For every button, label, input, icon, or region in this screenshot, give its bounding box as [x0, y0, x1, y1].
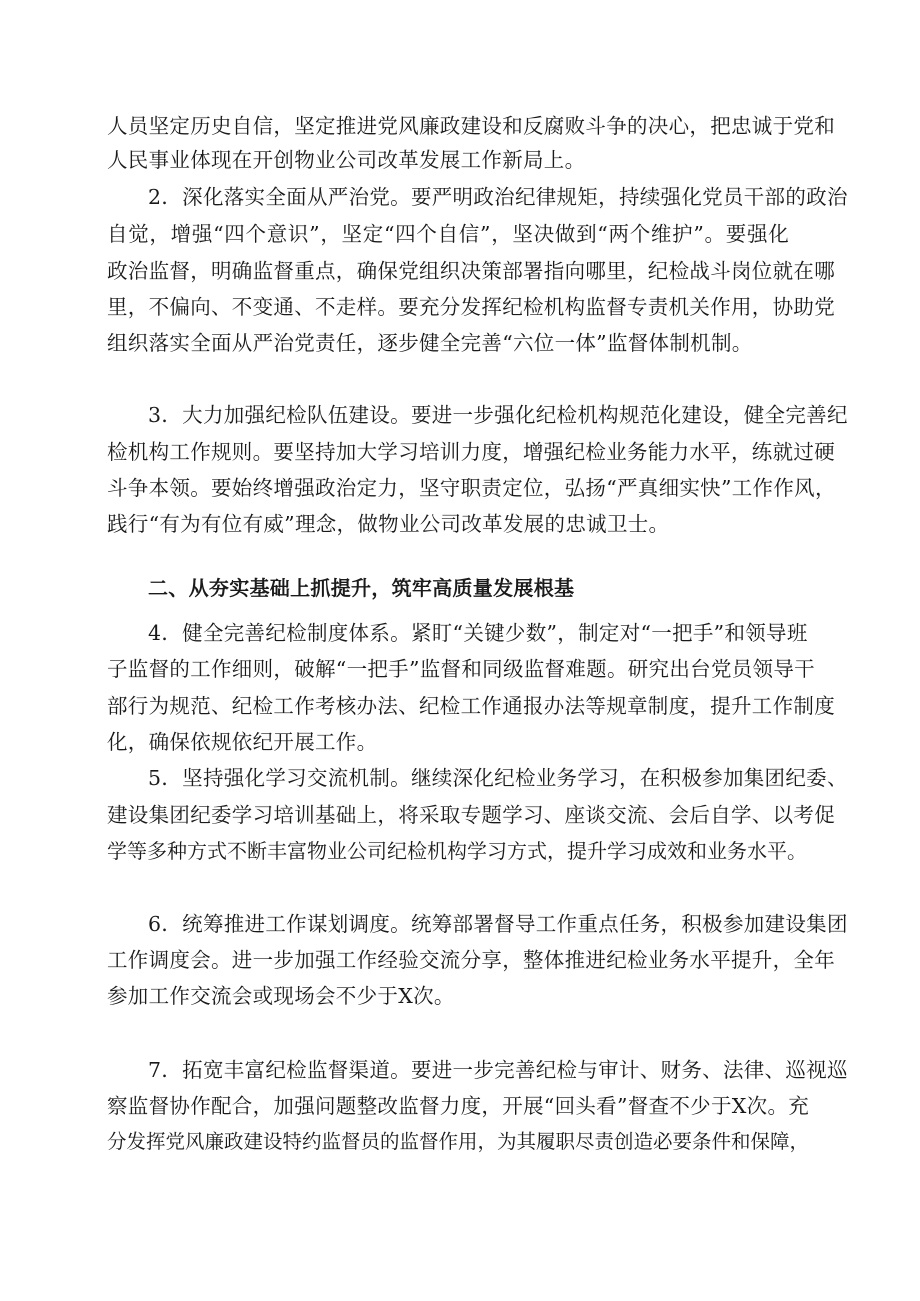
paragraph-line: 4．健全完善纪检制度体系。紧盯“关键少数”，制定对“一把手”和领导班 [148, 621, 808, 645]
paragraph-line: 3．大力加强纪检队伍建设。要进一步强化纪检机构规范化建设，健全完善纪 [148, 403, 848, 427]
paragraph-line: 学等多种方式不断丰富物业公司纪检机构学习方式，提升学习成效和业务水平。 [107, 839, 807, 863]
paragraph-line: 检机构工作规则。要坚持加大学习培训力度，增强纪检业务能力水平，练就过硬 [107, 440, 835, 464]
paragraph-line: 政治监督，明确监督重点，确保党组织决策部署指向哪里，纪检战斗岗位就在哪 [107, 259, 835, 283]
paragraph-line: 察监督协作配合，加强问题整改监督力度，开展“回头看”督查不少于X次。充 [107, 1094, 810, 1118]
paragraph-line: 2．深化落实全面从严治党。要严明政治纪律规矩，持续强化党员干部的政治 [148, 185, 848, 209]
paragraph-line: 人民事业体现在开创物业公司改革发展工作新局上。 [107, 148, 586, 172]
paragraph-line: 分发挥党风廉政建设特约监督员的监督作用，为其履职尽责创造必要条件和保障， [107, 1130, 810, 1153]
paragraph-line: 建设集团纪委学习培训基础上，将采取专题学习、座谈交流、会后自学、以考促 [107, 803, 835, 827]
section-heading: 二、从夯实基础上抓提升，筑牢高质量发展根基 [148, 576, 575, 600]
paragraph-line: 自觉，增强“四个意识”，坚定“四个自信”，坚决做到“两个维护”。要强化 [107, 222, 789, 246]
paragraph-line: 7．拓宽丰富纪检监督渠道。要进一步完善纪检与审计、财务、法律、巡视巡 [148, 1058, 848, 1082]
paragraph-line: 子监督的工作细则，破解“一把手”监督和同级监督难题。研究出台党员领导干 [107, 657, 815, 681]
paragraph-line: 人员坚定历史自信，坚定推进党风廉政建设和反腐败斗争的决心，把忠诚于党和 [107, 114, 835, 138]
paragraph-line: 化，确保依规依纪开展工作。 [107, 730, 378, 754]
paragraph-line: 组织落实全面从严治党责任，逐步健全完善“六位一体”监督体制机制。 [107, 331, 753, 355]
paragraph-line: 部行为规范、纪检工作考核办法、纪检工作通报办法等规章制度，提升工作制度 [107, 694, 835, 718]
paragraph-line: 里，不偏向、不变通、不走样。要充分发挥纪检机构监督专责机关作用，协助党 [107, 295, 835, 319]
paragraph-line: 6．统筹推进工作谋划调度。统筹部署督导工作重点任务，积极参加建设集团 [148, 912, 848, 936]
paragraph-line: 参加工作交流会或现场会不少于X次。 [107, 984, 455, 1008]
paragraph-line: 工作调度会。进一步加强工作经验交流分享，整体推进纪检业务水平提升，全年 [107, 948, 835, 972]
paragraph-line: 5．坚持强化学习交流机制。继续深化纪检业务学习，在积极参加集团纪委、 [148, 766, 848, 790]
paragraph-line: 斗争本领。要始终增强政治定力，坚守职责定位，弘扬“严真细实快”工作作风， [107, 476, 836, 500]
paragraph-line: 践行“有为有位有威”理念，做物业公司改革发展的忠诚卫士。 [107, 512, 670, 536]
